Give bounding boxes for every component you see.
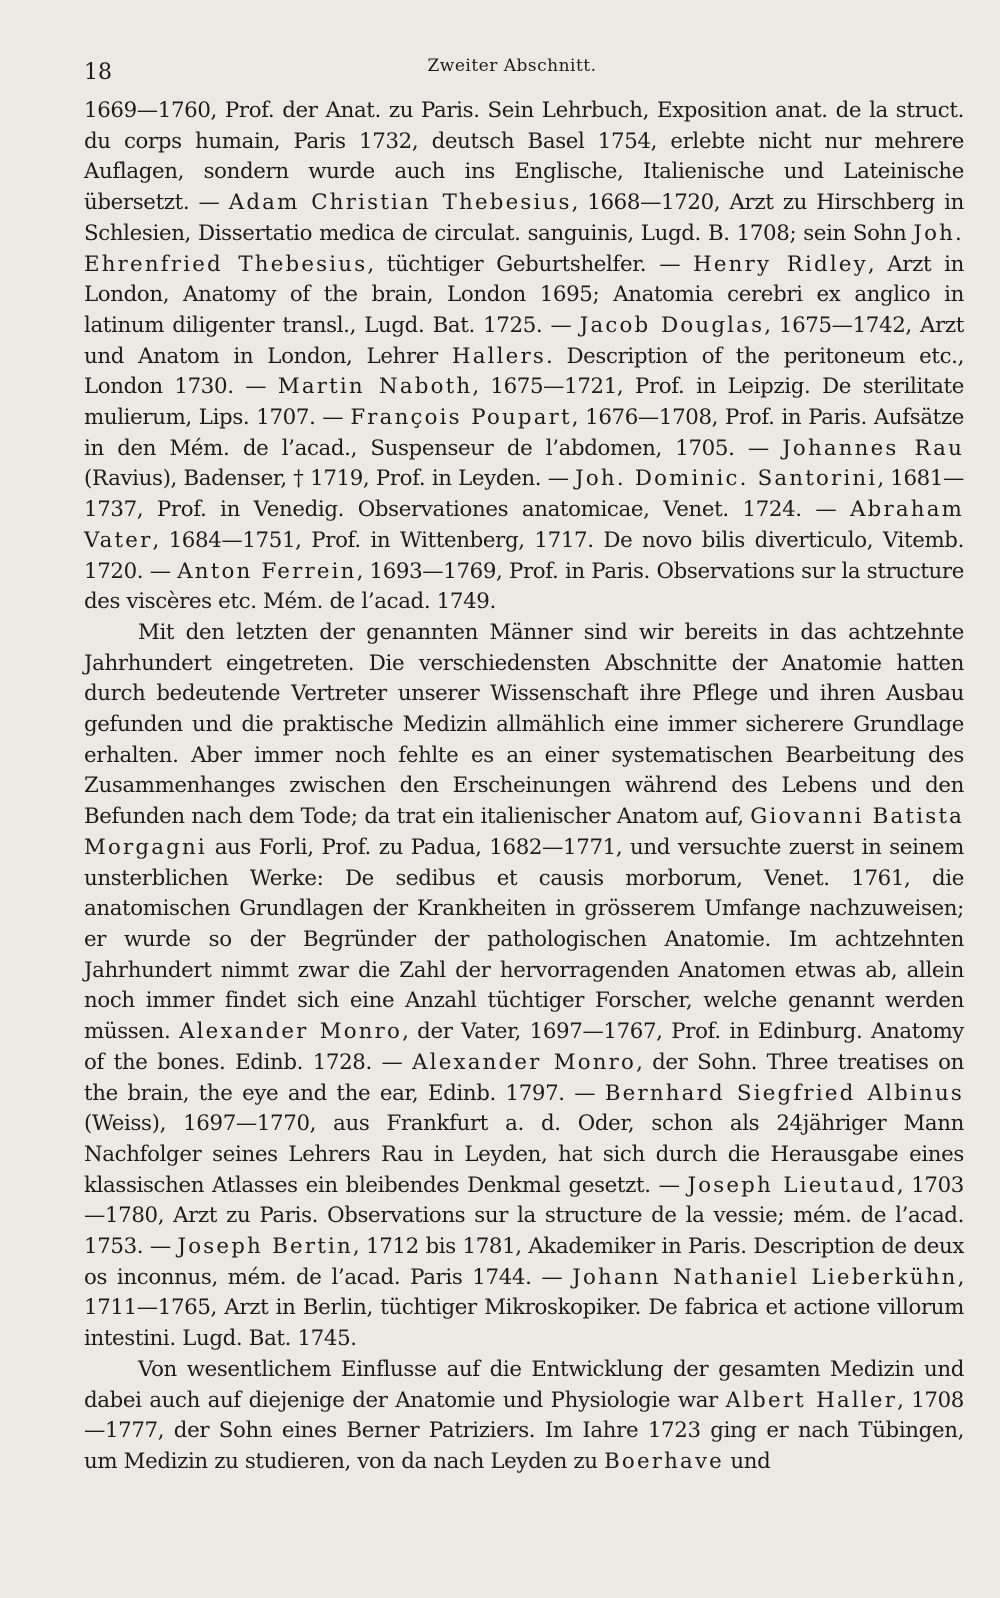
text-run: , der Vater, 1697—1767, Prof. in Edinburg. Anatomy of the bones. Edinb. 1728. — [84, 1019, 964, 1075]
person-name: Johann Nathaniel Lieberkühn [572, 1264, 958, 1290]
text-run: . Description of the peritoneum etc., London 1730. — [84, 343, 964, 400]
person-name: Hallers [451, 343, 546, 369]
text-run: 1669—1760, Prof. der Anat. zu Paris. Sein Lehrbuch, Exposition anat. de la struct. du corps humain, Paris 1732, deutsch Basel 1754, erlebte nicht nur mehrere Auflagen, sondern wurde auch ins Englische, Italienische und Lateinische übersetzt. — [84, 98, 964, 216]
text-run: , der Sohn. Three treatises on the brain, the eye and the ear, Edinb. 1797. — [84, 1049, 964, 1106]
person-name: Johannes Rau [782, 435, 964, 461]
person-name: Albert Haller [725, 1387, 898, 1413]
text-run: (Ravius), Badenser, † 1719, Prof. in Leyden. — [84, 466, 576, 492]
person-name: Joseph Lieutaud [687, 1172, 897, 1198]
text-run: , 1693—1769, Prof. in Paris. Observations sur la structure des viscères etc. Mém. de l’acad. 1749. [84, 558, 964, 615]
paragraph [84, 618, 964, 1355]
page-number: 18 [84, 60, 112, 85]
running-head [84, 56, 940, 86]
text-run: , 1703—1780, Arzt zu Paris. Observations sur la structure de la vessie; mém. de l’acad. 1753. — [84, 1172, 965, 1260]
person-name: Bernhard Siegfried Albinus [604, 1080, 964, 1106]
text-run: , 1708—1777, der Sohn eines Berner Patriziers. Im Iahre 1723 ging er nach Tübingen, um Medizin zu studieren, von da nach Leyden zu [84, 1387, 964, 1474]
person-name: Jacob Douglas [579, 312, 765, 338]
text-run: , tüchtiger Geburtshelfer. — [367, 251, 694, 277]
person-name: Alexander Monro [412, 1049, 637, 1075]
text-run: , 1712 bis 1781, Akademiker in Paris. Description de deux os inconnus, mém. de l’acad. Paris 1744. — [84, 1234, 964, 1290]
text-run: aus Forli, Prof. zu Padua, 1682—1771, und versuchte zuerst in seinem unsterblichen Werke: De sedibus et causis morborum, Venet. 1761, die anatomischen Grundlagen der Krankheiten in grösserem Umfange nachzuweisen; er wurde so der Begründer der pathologischen Anatomie. Im achtzehnten Jahrhundert nimmt zwar die Zahl der hervorragenden Anatomen etwas ab, allein noch immer findet sich eine Anzahl tüchtiger Forscher, welche genannt werden müssen. [84, 834, 964, 1045]
text-run: , 1681—1737, Prof. in Venedig. Observationes anatomicae, Venet. 1724. — [84, 466, 964, 523]
person-name: François Poupart [350, 405, 572, 431]
person-name: Abraham Vater [84, 497, 964, 553]
person-name: Adam Christian Thebesius [228, 190, 572, 216]
text-run: , 1675—1742, Arzt und Anatom in London, Lehrer [84, 312, 964, 369]
paragraph [84, 96, 964, 618]
person-name: Boerhave [604, 1448, 724, 1474]
person-name: Joseph Bertin [177, 1234, 353, 1260]
person-name: Anton Ferrein [177, 558, 357, 584]
text-run: (Weiss), 1697—1770, aus Frankfurt a. d. Oder, schon als 24jähriger Mann Nachfolger seines Lehrers Rau in Leyden, hat sich durch die Herausgabe eines klassischen Atlasses ein bleibendes Denkmal gesetzt. — [84, 1111, 964, 1198]
person-name: Henry Ridley [693, 251, 868, 277]
text-run: , 1668—1720, Arzt zu Hirschberg in Schlesien, Dissertatio medica de circulat. sanguinis, Lugd. B. 1708; sein Sohn [84, 190, 964, 246]
text-run: und [723, 1448, 771, 1474]
text-run: Von wesentlichem Einflusse auf die Entwicklung der gesamten Medizin und dabei auch auf diejenige der Anatomie und Physiologie war [84, 1356, 964, 1413]
text-run: , 1684—1751, Prof. in Wittenberg, 1717. De novo bilis diverticulo, Vitemb. 1720. — [84, 527, 964, 584]
text-run: , 1675—1721, Prof. in Leipzig. De sterilitate mulierum, Lips. 1707. — [84, 374, 964, 431]
person-name: Alexander Monro [179, 1019, 403, 1045]
person-name: Joh. Ehrenfried Thebesius [84, 220, 964, 277]
person-name: Joh. Dominic. Santorini [575, 466, 878, 492]
paragraph [84, 1355, 964, 1478]
text-run: Mit den letzten der genannten Männer sind wir bereits in das achtzehnte Jahrhundert eingetreten. Die verschiedensten Abschnitte der Anatomie hatten durch bedeutende Vertreter unserer Wissenschaft ihre Pflege und ihren Ausbau gefunden und die praktische Medizin allmählich eine immer sicherere Grundlage erhalten. Aber immer noch fehlte es an einer systematischen Bearbeitung des Zusammenhanges zwischen den Erscheinungen während des Lebens und den Befunden nach dem Tode; da trat ein italienischer Anatom auf, [84, 619, 964, 830]
section-title: Zweiter Abschnitt. [427, 56, 597, 76]
body-text [84, 96, 964, 1478]
text-run: , 1711—1765, Arzt in Berlin, tüchtiger Mikroskopiker. De fabrica et actione villorum intestini. Lugd. Bat. 1745. [84, 1264, 964, 1352]
person-name: Martin Naboth [277, 374, 473, 400]
person-name: Giovanni Batista Morgagni [84, 804, 964, 860]
text-run: , 1676—1708, Prof. in Paris. Aufsätze in den Mém. de l’acad., Suspenseur de l’abdomen, 1705. — [84, 405, 965, 461]
text-run: , Arzt in London, Anatomy of the brain, London 1695; Anatomia cerebri ex anglico in latinum diligenter transl., Lugd. Bat. 1725. — [84, 251, 964, 338]
